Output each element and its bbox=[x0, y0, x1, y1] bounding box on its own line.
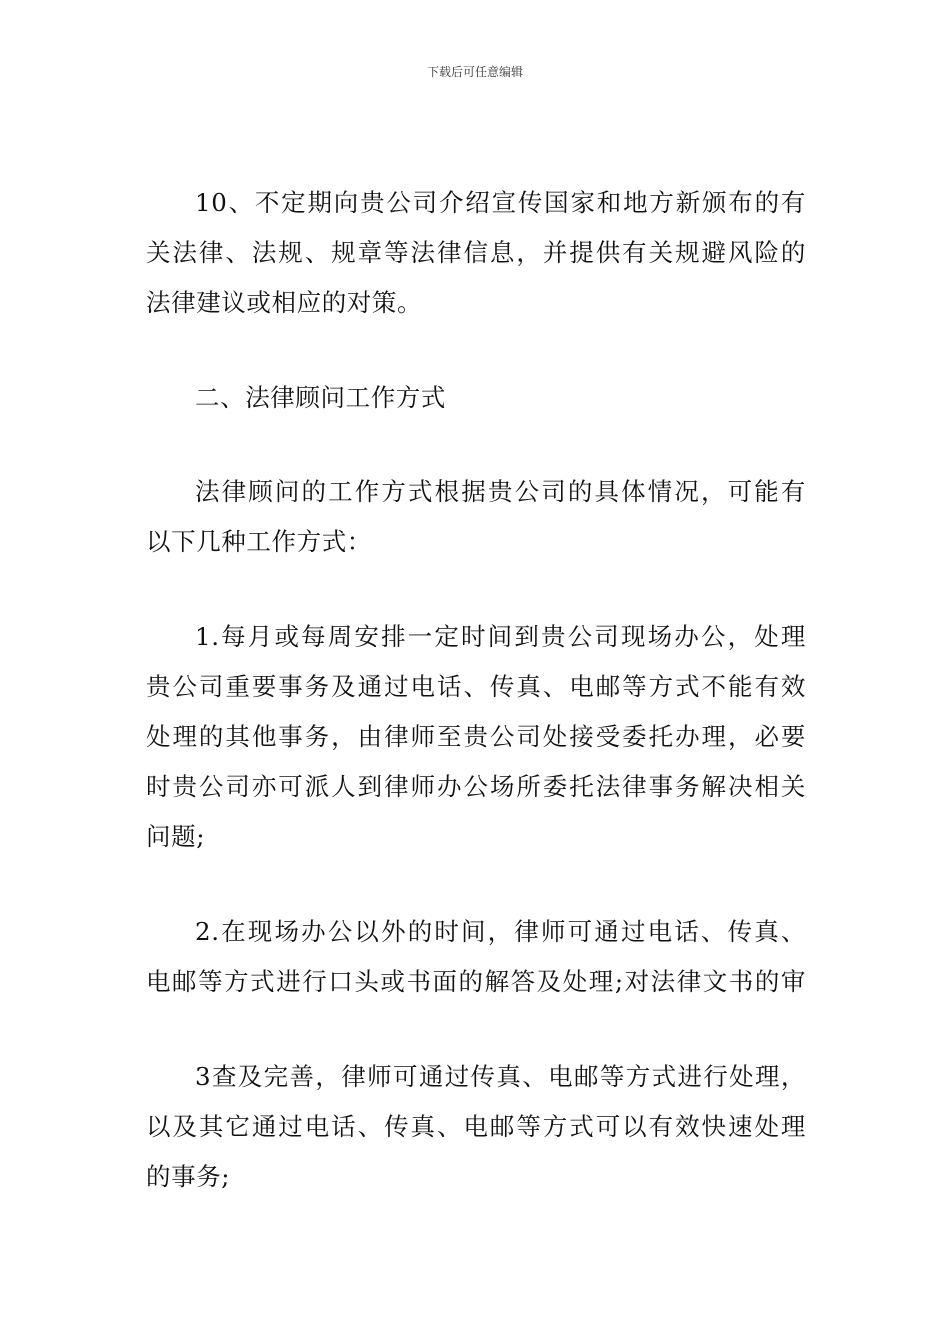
paragraph-work-modes-intro bbox=[146, 467, 806, 567]
paragraph-line: 时贵公司亦可派人到律师办公场所委托法律事务解决相关 bbox=[146, 772, 806, 801]
section-heading-text: 二、法律顾问工作方式 bbox=[195, 383, 446, 412]
paragraph-line: 10、不定期向贵公司介绍宣传国家和地方新颁布的有 bbox=[195, 188, 806, 217]
page-header-note: 下载后可任意编辑 bbox=[426, 65, 523, 79]
paragraph-line: 法律顾问的工作方式根据贵公司的具体情况，可能有 bbox=[195, 477, 806, 506]
paragraph-line: 以及其它通过电话、传真、电邮等方式可以有效快速处理 bbox=[146, 1112, 806, 1141]
section-heading bbox=[146, 373, 806, 423]
paragraph-line: 的事务; bbox=[146, 1162, 231, 1191]
paragraph-line: 关法律、法规、规章等法律信息，并提供有关规避风险的 bbox=[146, 238, 806, 267]
paragraph-line: 问题; bbox=[146, 822, 206, 851]
paragraph-line: 电邮等方式进行口头或书面的解答及处理;对法律文书的审 bbox=[146, 967, 806, 996]
paragraph-line: 贵公司重要事务及通过电话、传真、电邮等方式不能有效 bbox=[146, 672, 806, 701]
paragraph-mode-1 bbox=[146, 612, 806, 862]
paragraph-line: 2.在现场办公以外的时间，律师可通过电话、传真、 bbox=[195, 917, 806, 946]
paragraph-legal-info bbox=[146, 178, 806, 328]
paragraph-line: 1.每月或每周安排一定时间到贵公司现场办公，处理 bbox=[195, 622, 806, 651]
paragraph-line: 法律建议或相应的对策。 bbox=[146, 288, 423, 317]
paragraph-line: 处理的其他事务，由律师至贵公司处接受委托办理，必要 bbox=[146, 722, 806, 751]
paragraph-line: 以下几种工作方式： bbox=[146, 527, 372, 556]
document-body bbox=[146, 178, 806, 1202]
paragraph-mode-2 bbox=[146, 907, 806, 1007]
paragraph-mode-3 bbox=[146, 1052, 806, 1202]
paragraph-line: 3查及完善，律师可通过传真、电邮等方式进行处理， bbox=[195, 1062, 806, 1091]
